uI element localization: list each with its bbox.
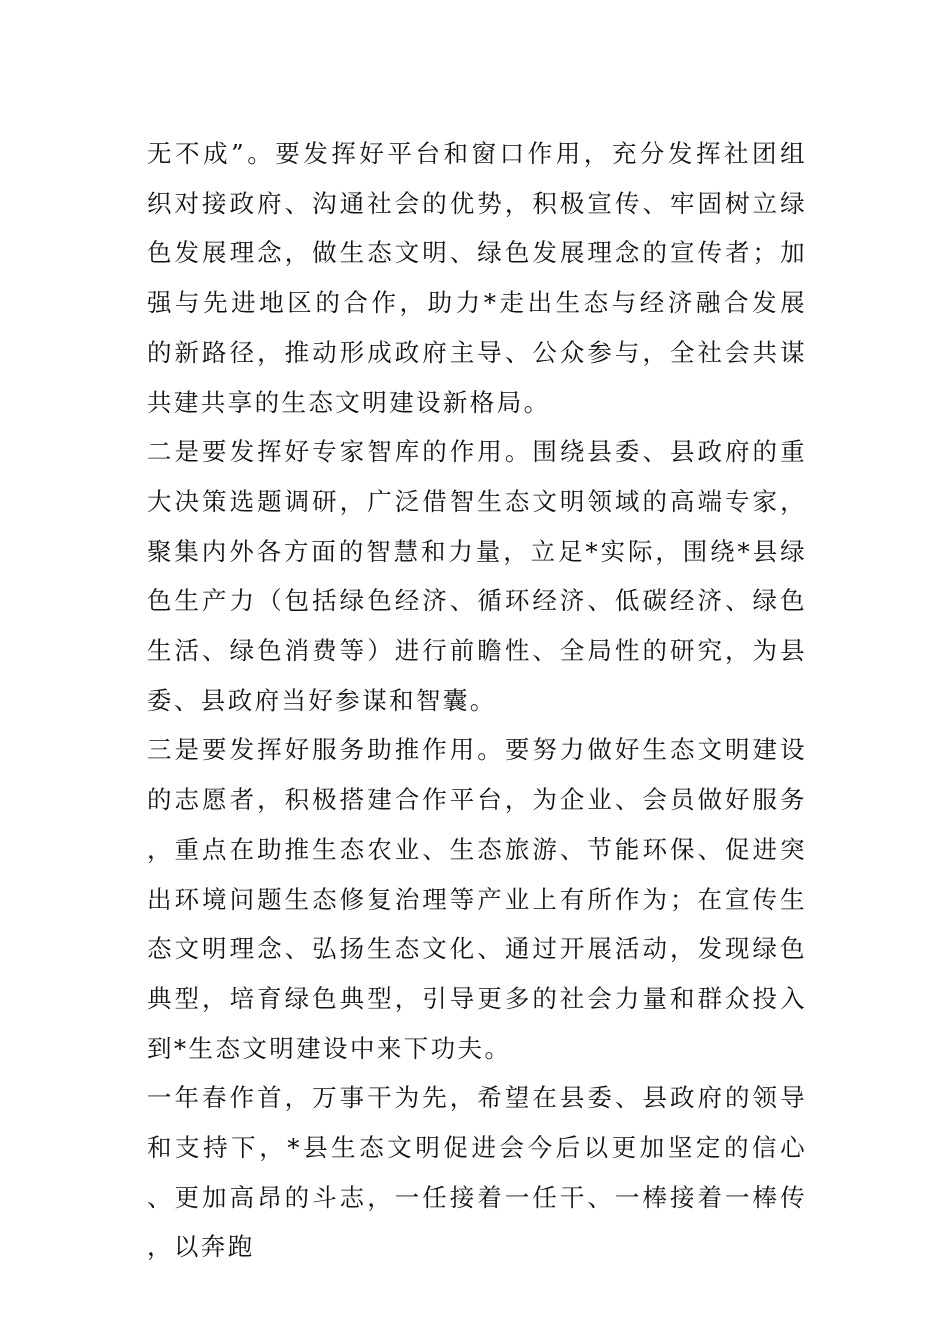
paragraph-new-year-outlook: 一年春作首，万事干为先，希望在县委、县政府的领导和支持下，*县生态文明促进会今后以更加坚定的信心、更加高昂的斗志，一任接着一任干、一棒接着一棒传，以奔跑 [147, 1083, 807, 1262]
paragraph-platform-window: 无不成”。要发挥好平台和窗口作用，充分发挥社团组织对接政府、沟通社会的优势，积极宣传、牢固树立绿色发展理念，做生态文明、绿色发展理念的宣传者；加强与先进地区的合作，助力*走出生态与经济融合发展的新路径，推动形成政府主导、公众参与，全社会共谋共建共享的生态文明建设新格局。 [147, 139, 807, 417]
paragraph-service-promotion: 三是要发挥好服务助推作用。要努力做好生态文明建设的志愿者，积极搭建合作平台，为企业、会员做好服务，重点在助推生态农业、生态旅游、节能环保、促进突出环境问题生态修复治理等产业上有所作为；在宣传生态文明理念、弘扬生态文化、通过开展活动，发现绿色典型，培育绿色典型，引导更多的社会力量和群众投入到*生态文明建设中来下功夫。 [147, 735, 807, 1063]
paragraph-expert-think-tank: 二是要发挥好专家智库的作用。围绕县委、县政府的重大决策选题调研，广泛借智生态文明领域的高端专家，聚集内外各方面的智慧和力量，立足*实际，围绕*县绿色生产力（包括绿色经济、循环经济、低碳经济、绿色生活、绿色消费等）进行前瞻性、全局性的研究，为县委、县政府当好参谋和智囊。 [147, 437, 807, 715]
document-body [147, 129, 807, 1272]
